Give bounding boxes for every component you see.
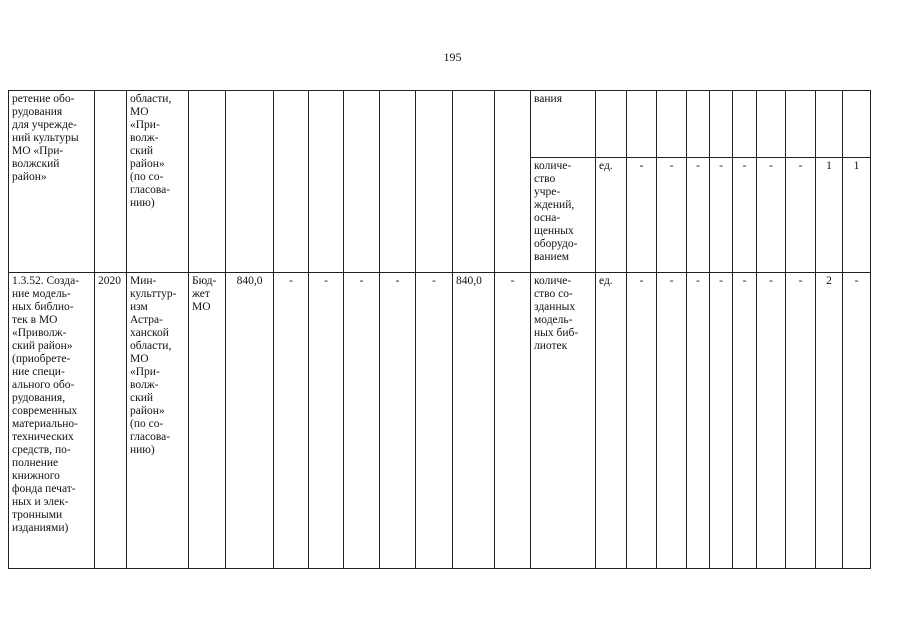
program-table bbox=[8, 90, 871, 569]
table-row bbox=[9, 91, 871, 158]
indicator-value-cell: - bbox=[687, 273, 710, 569]
year-cell bbox=[95, 91, 127, 273]
indicator-value-cell bbox=[687, 91, 710, 158]
indicator-value-cell: - bbox=[627, 273, 657, 569]
indicator-value-cell: - bbox=[757, 273, 786, 569]
unit-cell bbox=[596, 91, 627, 158]
year-value-cell: - bbox=[274, 273, 309, 569]
indicator-value-cell: - bbox=[627, 158, 657, 273]
indicator-cell: количе- ство со- зданных модель- ных биб- лиотек bbox=[531, 273, 596, 569]
indicator-value-cell: - bbox=[843, 273, 871, 569]
year-value-cell: - bbox=[309, 273, 344, 569]
year-value-cell: 840,0 bbox=[453, 273, 495, 569]
indicator-value-cell bbox=[657, 91, 687, 158]
year-value-cell: - bbox=[344, 273, 380, 569]
indicator-value-cell: - bbox=[786, 273, 816, 569]
indicator-value-cell: - bbox=[733, 273, 757, 569]
indicator-value-cell bbox=[627, 91, 657, 158]
unit-cell: ед. bbox=[596, 273, 627, 569]
year-value-cell bbox=[344, 91, 380, 273]
indicator-value-cell: 1 bbox=[816, 158, 843, 273]
indicator-value-cell bbox=[816, 91, 843, 158]
indicator-value-cell bbox=[757, 91, 786, 158]
unit-cell: ед. bbox=[596, 158, 627, 273]
indicator-value-cell: 2 bbox=[816, 273, 843, 569]
event-cell: ретение обо- рудования для учрежде- ний культуры МО «При- волжский район» bbox=[9, 91, 95, 273]
indicator-cell: количе- ство учре- ждений, осна- щенных оборудо- ванием bbox=[531, 158, 596, 273]
source-cell: Бюд- жет МО bbox=[189, 273, 226, 569]
year-value-cell bbox=[495, 91, 531, 273]
indicator-value-cell: 1 bbox=[843, 158, 871, 273]
indicator-value-cell: - bbox=[657, 158, 687, 273]
indicator-value-cell: - bbox=[710, 158, 733, 273]
page-number: 195 bbox=[443, 50, 462, 64]
indicator-value-cell bbox=[710, 91, 733, 158]
source-cell bbox=[189, 91, 226, 273]
indicator-value-cell: - bbox=[733, 158, 757, 273]
year-value-cell bbox=[453, 91, 495, 273]
year-value-cell: - bbox=[380, 273, 416, 569]
indicator-value-cell: - bbox=[657, 273, 687, 569]
year-value-cell bbox=[416, 91, 453, 273]
indicator-cell: вания bbox=[531, 91, 596, 158]
year-cell: 2020 bbox=[95, 273, 127, 569]
executor-cell: области, МО «При- волж- ский район» (по со- гласова- нию) bbox=[127, 91, 189, 273]
event-cell: 1.3.52. Созда- ние модель- ных библио- тек в МО «Приволж- ский район» (приобрете- ние специ- ального обо- рудования, современных материально- технических средств, по- полнение книжного фонда печат- ных и элек- тронными изданиями) bbox=[9, 273, 95, 569]
indicator-value-cell bbox=[733, 91, 757, 158]
indicator-value-cell bbox=[786, 91, 816, 158]
table-row bbox=[9, 273, 871, 569]
indicator-value-cell bbox=[843, 91, 871, 158]
indicator-value-cell: - bbox=[710, 273, 733, 569]
total-cell: 840,0 bbox=[226, 273, 274, 569]
year-value-cell bbox=[274, 91, 309, 273]
indicator-value-cell: - bbox=[786, 158, 816, 273]
year-value-cell bbox=[309, 91, 344, 273]
year-value-cell: - bbox=[495, 273, 531, 569]
executor-cell: Мин- культтур- изм Астра- ханской области, МО «При- волж- ский район» (по со- гласова- нию) bbox=[127, 273, 189, 569]
year-value-cell: - bbox=[416, 273, 453, 569]
indicator-value-cell: - bbox=[757, 158, 786, 273]
indicator-value-cell: - bbox=[687, 158, 710, 273]
total-cell bbox=[226, 91, 274, 273]
year-value-cell bbox=[380, 91, 416, 273]
